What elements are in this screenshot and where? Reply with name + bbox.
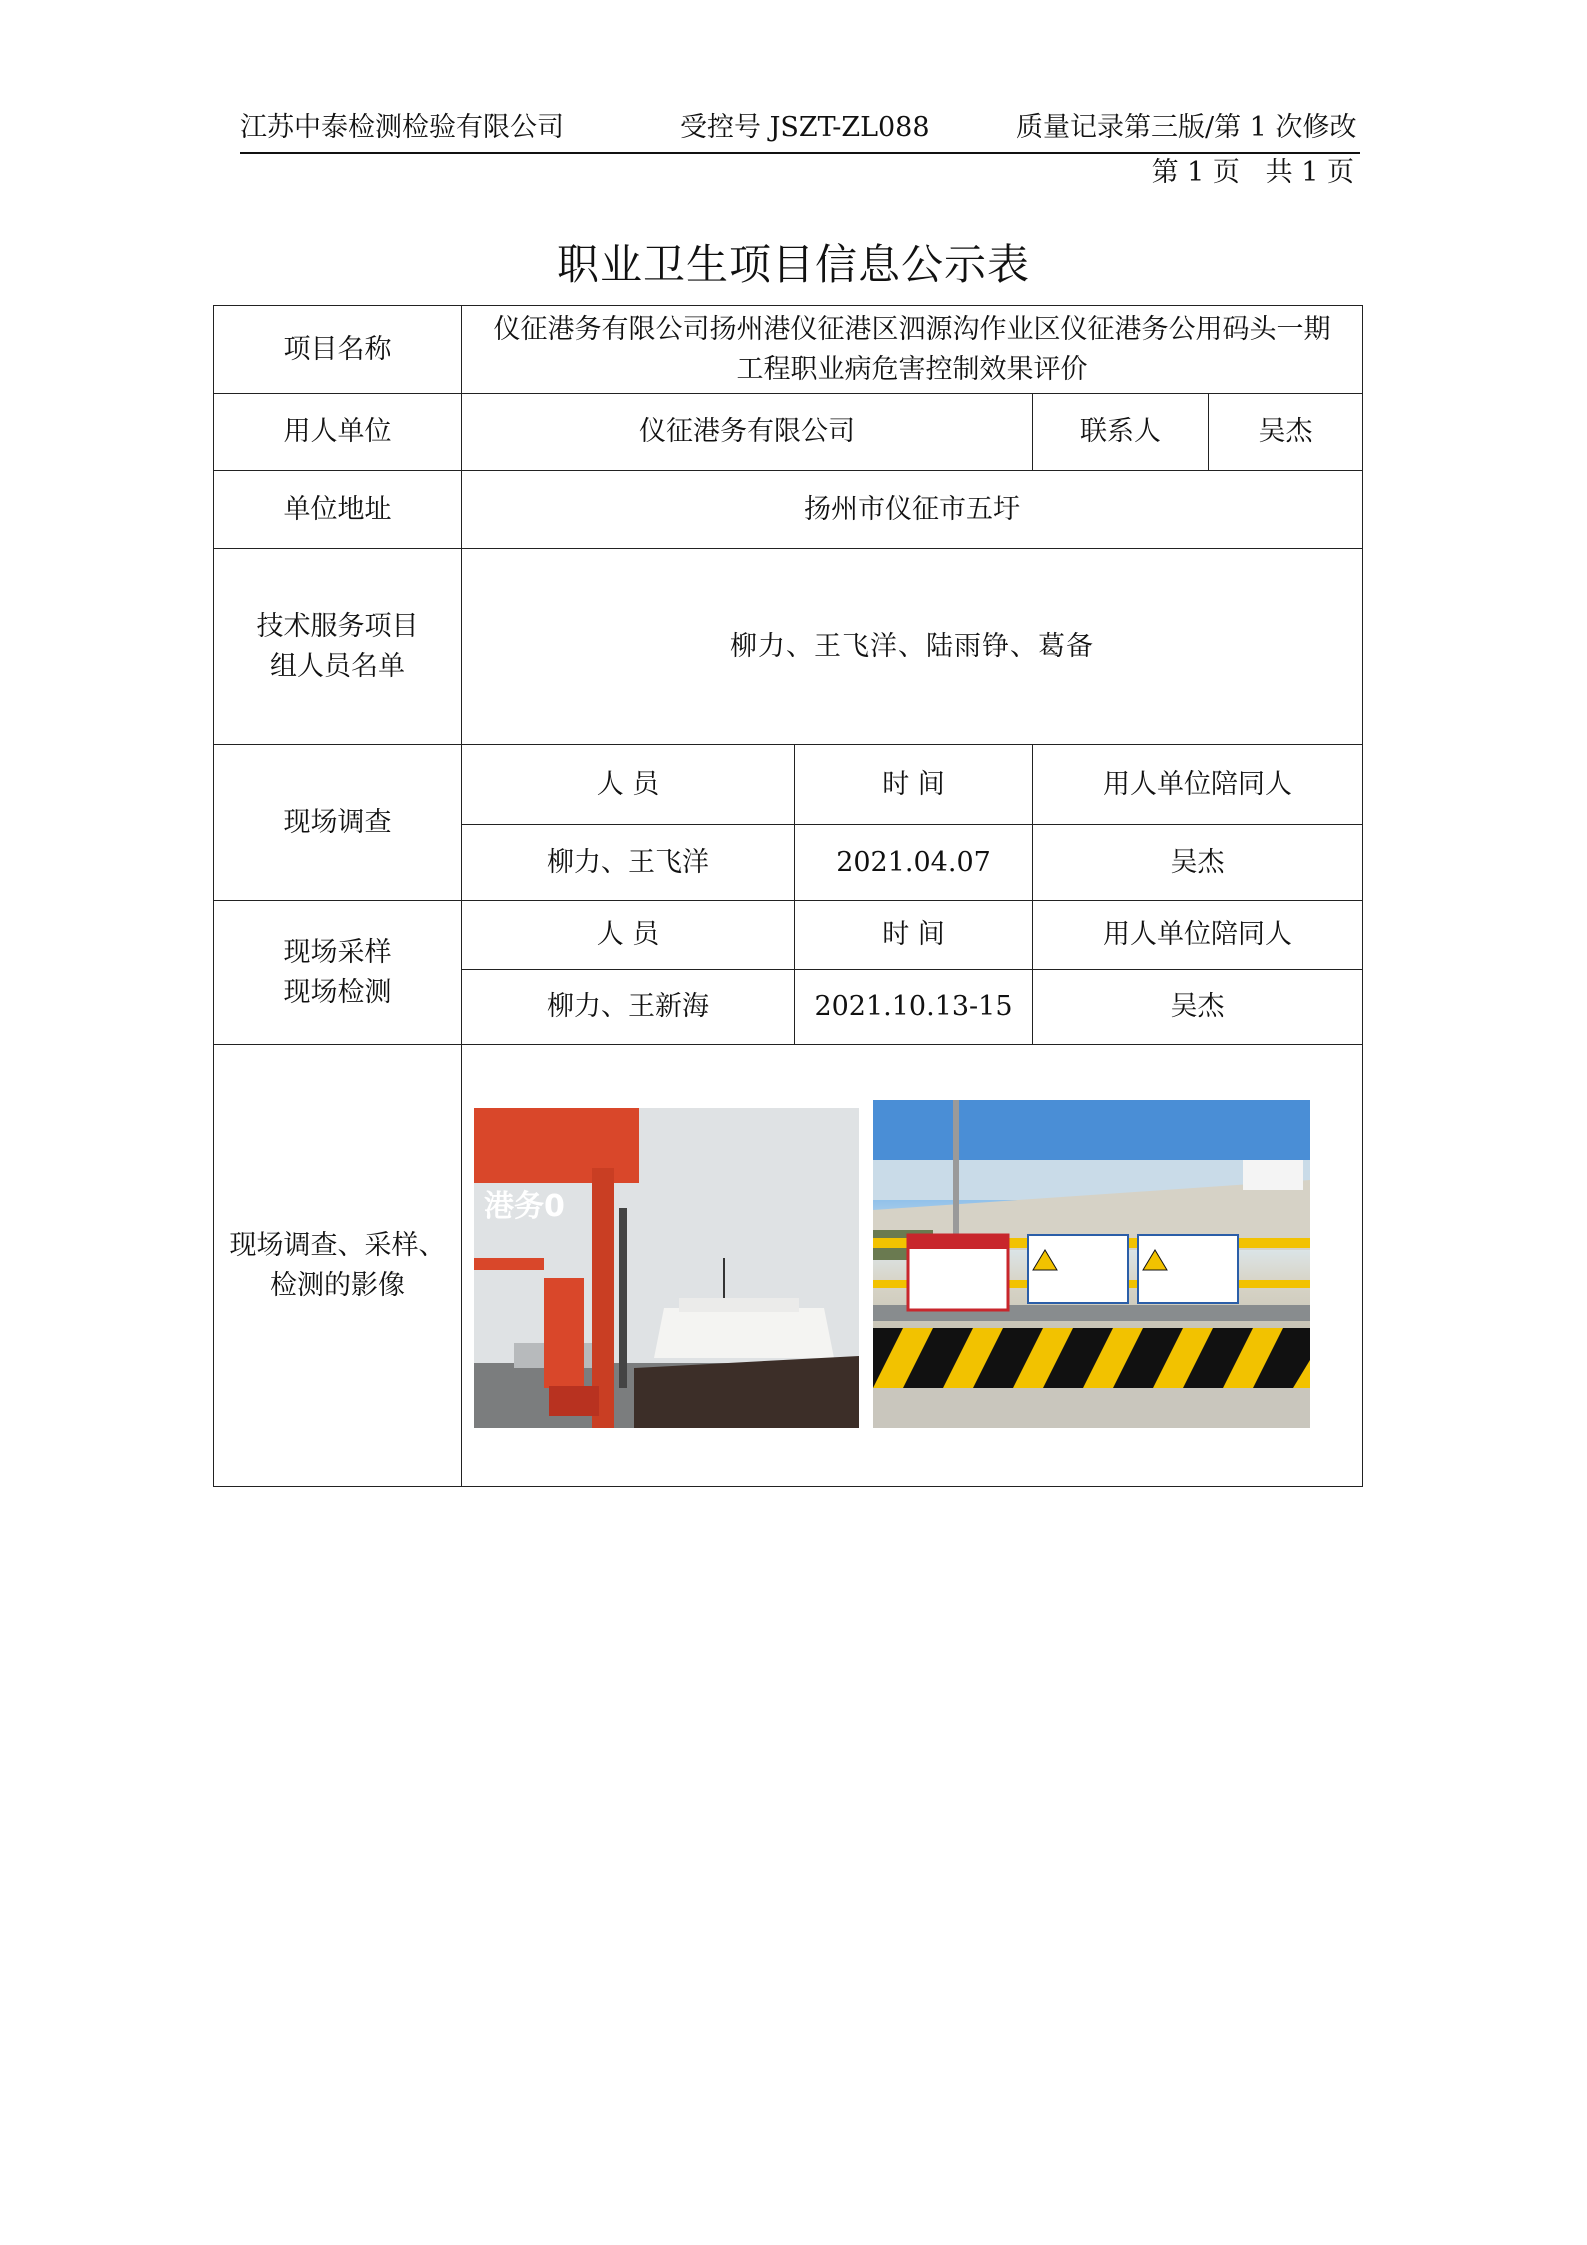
info-table xyxy=(213,305,1363,1487)
survey-label: 现场调查 xyxy=(214,745,462,901)
contact-value: 吴杰 xyxy=(1209,394,1363,471)
sampling-label-line2: 现场检测 xyxy=(283,976,392,1008)
employer-value: 仪征港务有限公司 xyxy=(462,394,1033,471)
employer-label: 用人单位 xyxy=(214,394,462,471)
photo-port-crane xyxy=(474,1108,859,1428)
sampling-time: 2021.10.13-15 xyxy=(795,970,1033,1045)
crane-ship-illustration xyxy=(474,1108,859,1428)
team-label: 技术服务项目组人员名单 xyxy=(214,549,462,745)
survey-col-time: 时 间 xyxy=(795,745,1033,825)
address-value: 扬州市仪征市五圩 xyxy=(462,471,1363,549)
photo-gallery xyxy=(474,1100,1314,1430)
sampling-col-escort: 用人单位陪同人 xyxy=(1033,901,1363,970)
survey-escort: 吴杰 xyxy=(1033,825,1363,901)
photo-notice-board xyxy=(873,1100,1310,1428)
page-title: 职业卫生项目信息公示表 xyxy=(556,240,1030,289)
team-value: 柳力、王飞洋、陆雨铮、葛备 xyxy=(462,549,1363,745)
sampling-label-line1: 现场采样 xyxy=(283,936,392,968)
contact-label: 联系人 xyxy=(1033,394,1209,471)
address-label: 单位地址 xyxy=(214,471,462,549)
sampling-col-people: 人 员 xyxy=(462,901,795,970)
header-control-number: 受控号 JSZT-ZL088 xyxy=(680,112,930,143)
sampling-people: 柳力、王新海 xyxy=(462,970,795,1045)
crane-label-text: 港务0 xyxy=(484,1189,565,1224)
sampling-col-time: 时 间 xyxy=(795,901,1033,970)
project-name-label: 项目名称 xyxy=(214,306,462,394)
project-name-value: 仪征港务有限公司扬州港仪征港区泗源沟作业区仪征港务公用码头一期工程职业病危害控制效果评价 xyxy=(462,306,1363,394)
sampling-label xyxy=(214,901,462,1045)
survey-col-escort: 用人单位陪同人 xyxy=(1033,745,1363,825)
sampling-escort: 吴杰 xyxy=(1033,970,1363,1045)
survey-people: 柳力、王飞洋 xyxy=(462,825,795,901)
page-info: 第 1 页 共 1 页 xyxy=(1151,157,1354,188)
survey-time: 2021.04.07 xyxy=(795,825,1033,901)
header-rule xyxy=(240,152,1360,154)
images-label: 现场调查、采样、检测的影像 xyxy=(214,1045,462,1487)
header-record-version: 质量记录第三版/第 1 次修改 xyxy=(1016,112,1357,143)
header-company: 江苏中泰检测检验有限公司 xyxy=(240,112,564,143)
notice-board-illustration xyxy=(873,1100,1310,1428)
images-cell xyxy=(462,1045,1363,1487)
survey-col-people: 人 员 xyxy=(462,745,795,825)
